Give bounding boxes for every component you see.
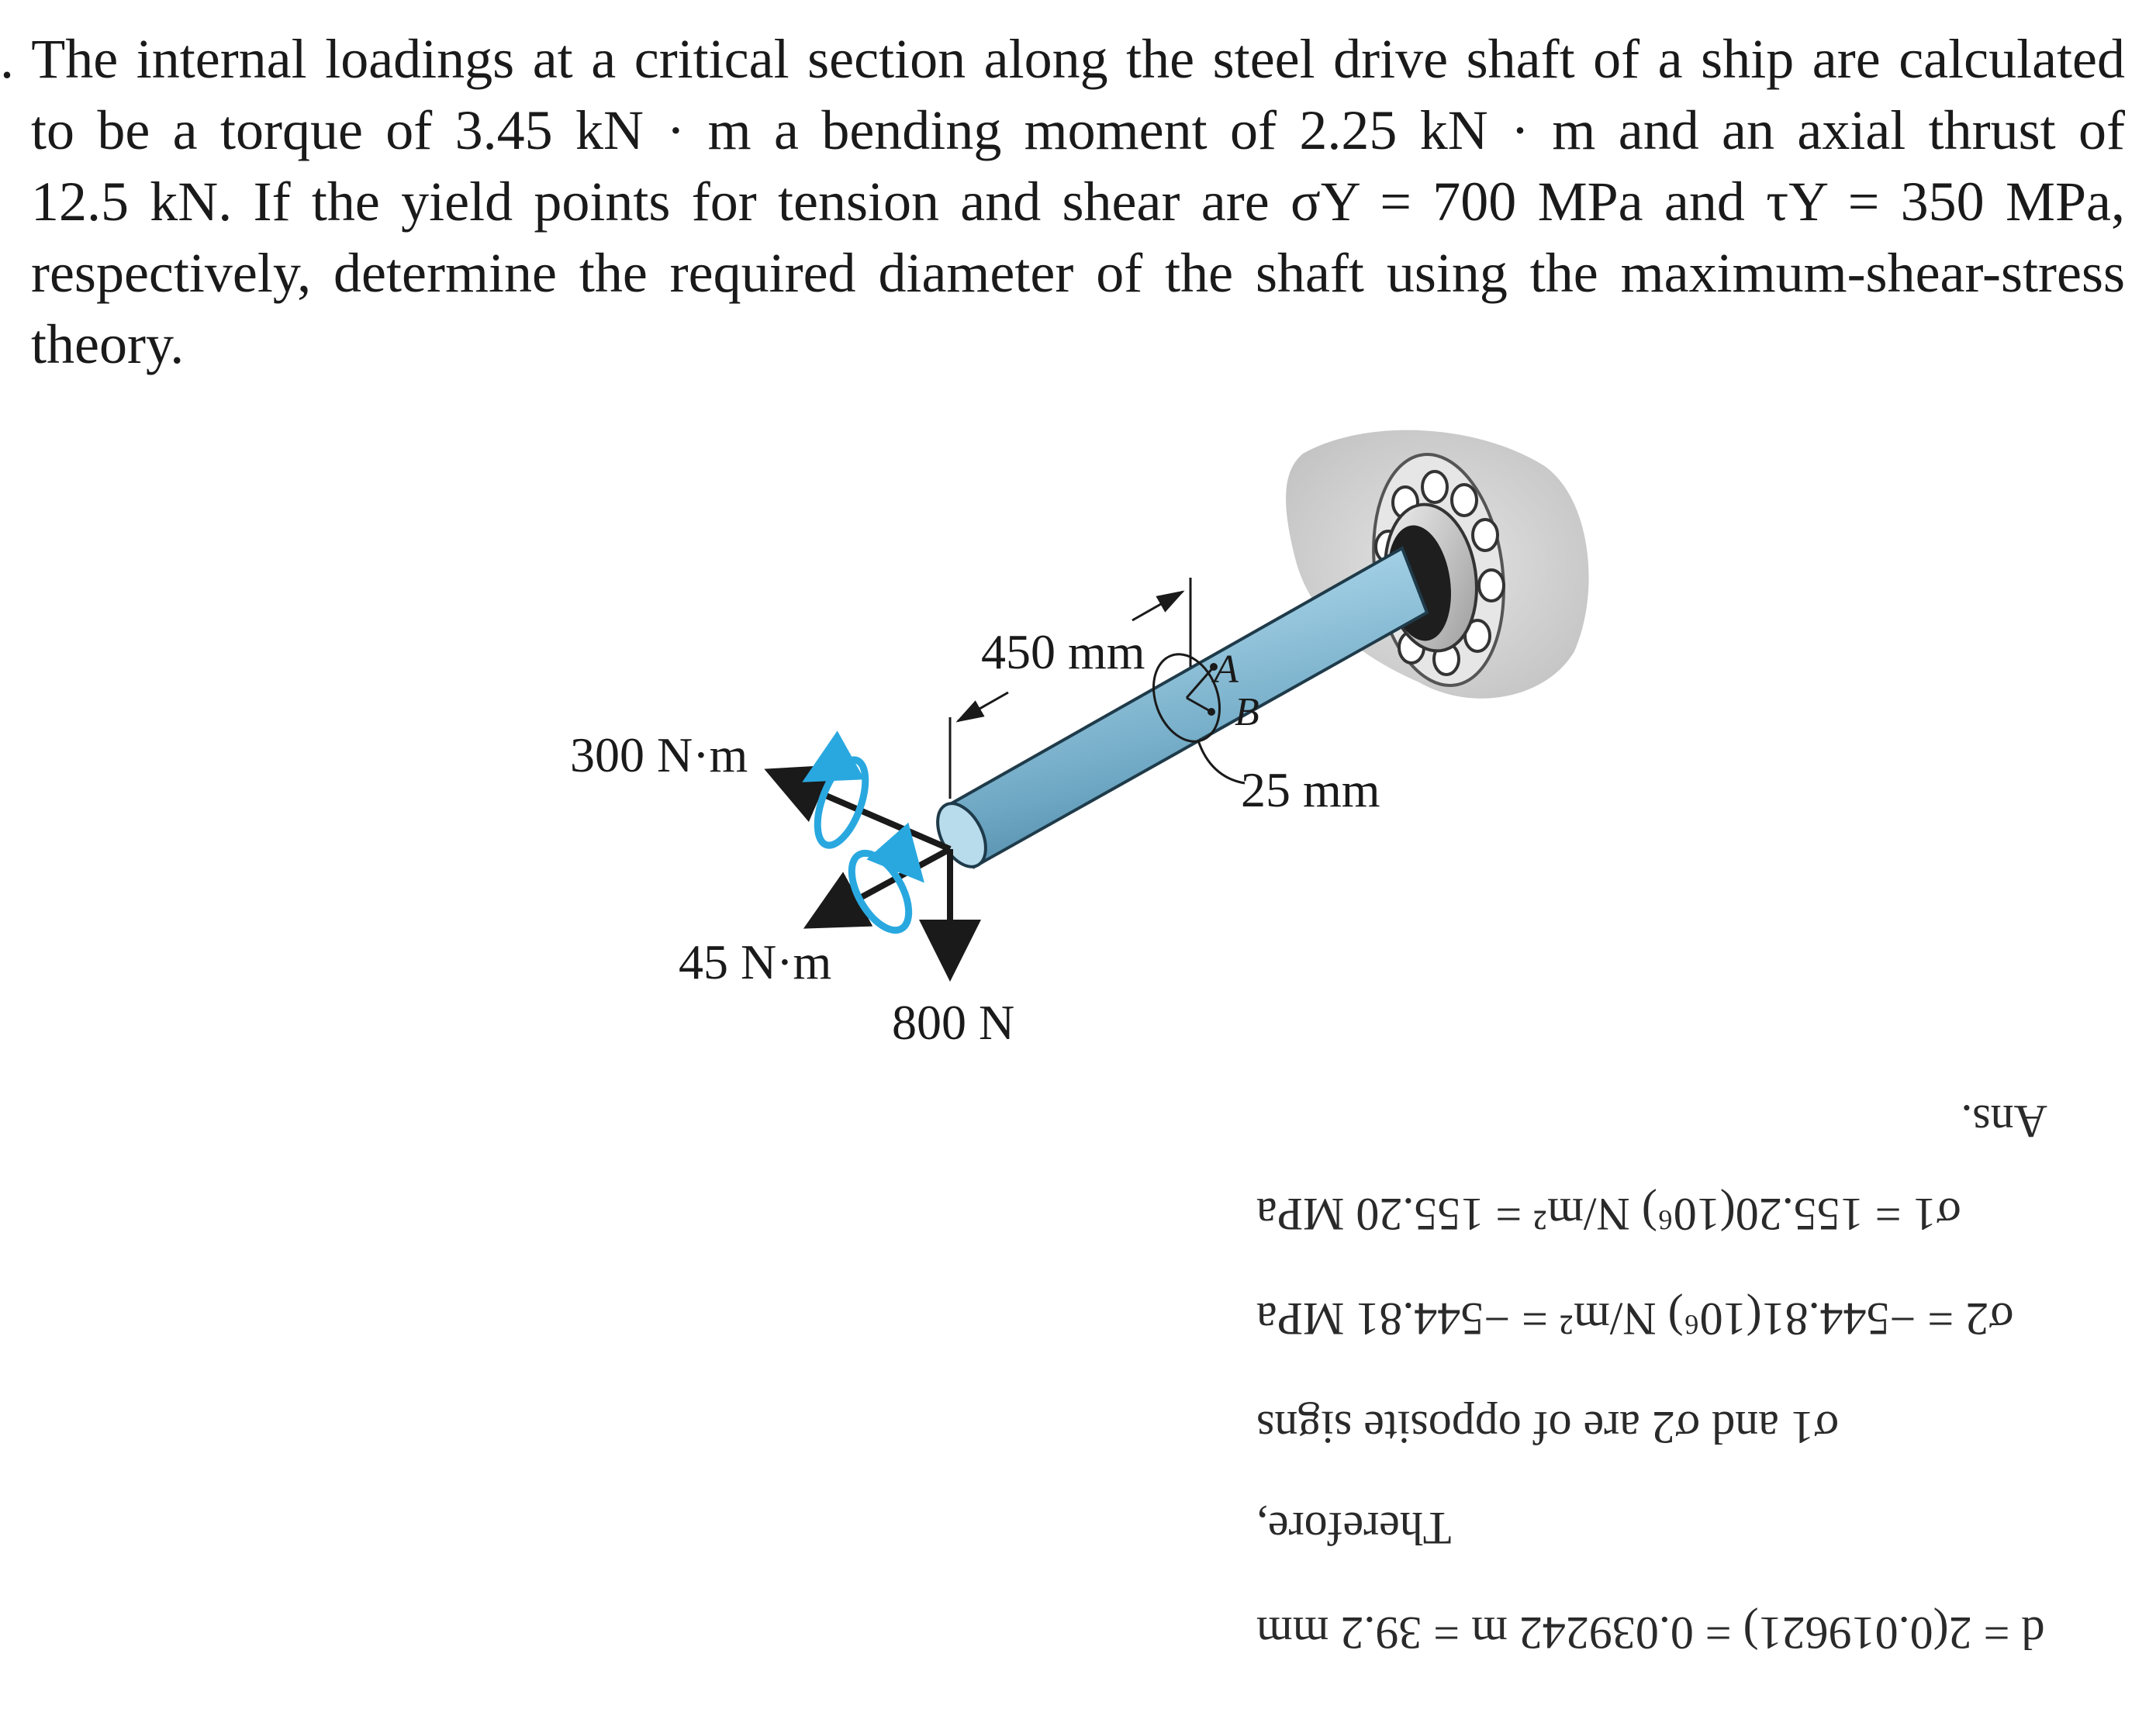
solution-sigma1: σ1 = 155.20(10⁶) N/m² = 155.20 MPa <box>1256 1189 1961 1240</box>
problem-line-4: respectively, determine the required diameter of the shaft using the maximum-shear-stress <box>31 242 2125 304</box>
length-label: 450 mm <box>981 624 1145 679</box>
solution-sigma2: σ2 = −544.81(10⁶) N/m² = −544.81 MPa <box>1256 1293 2014 1345</box>
point-b-dot <box>1208 708 1215 716</box>
upside-down-solution <box>1256 1096 2047 1659</box>
point-b-label: B <box>1235 690 1259 734</box>
torque-rotation-icon <box>840 844 920 939</box>
torque-label: 45 N·m <box>679 934 832 989</box>
point-a-label: A <box>1214 647 1239 692</box>
solution-ans: Ans. <box>1961 1096 2047 1147</box>
moment-label: 300 N·m <box>570 727 748 782</box>
radius-label: 25 mm <box>1241 762 1380 817</box>
problem-number: . <box>0 28 32 90</box>
problem-line-3: 12.5 kN. If the yield points for tension and shear are σY = 700 MPa and τY = 350 MPa, <box>31 171 2125 233</box>
radius-leader <box>1198 741 1245 783</box>
problem-line-5: theory. <box>31 313 185 375</box>
solution-signs: σ1 and σ2 are of opposite signs <box>1256 1402 1840 1453</box>
solution-therefore: Therefore, <box>1256 1503 1452 1554</box>
solution-diameter: d = 2(0.019621) = 0.039242 m = 39.2 mm <box>1256 1607 2045 1659</box>
length-dimension-line <box>958 692 1008 721</box>
force-label: 800 N <box>892 995 1015 1050</box>
problem-line-2: to be a torque of 3.45 kN · m a bending moment of 2.25 kN · m and an axial thrust of <box>31 99 2125 161</box>
problem-line-1: . The internal loadings at a critical section along the steel drive shaft of a ship are calculated <box>0 28 2125 90</box>
